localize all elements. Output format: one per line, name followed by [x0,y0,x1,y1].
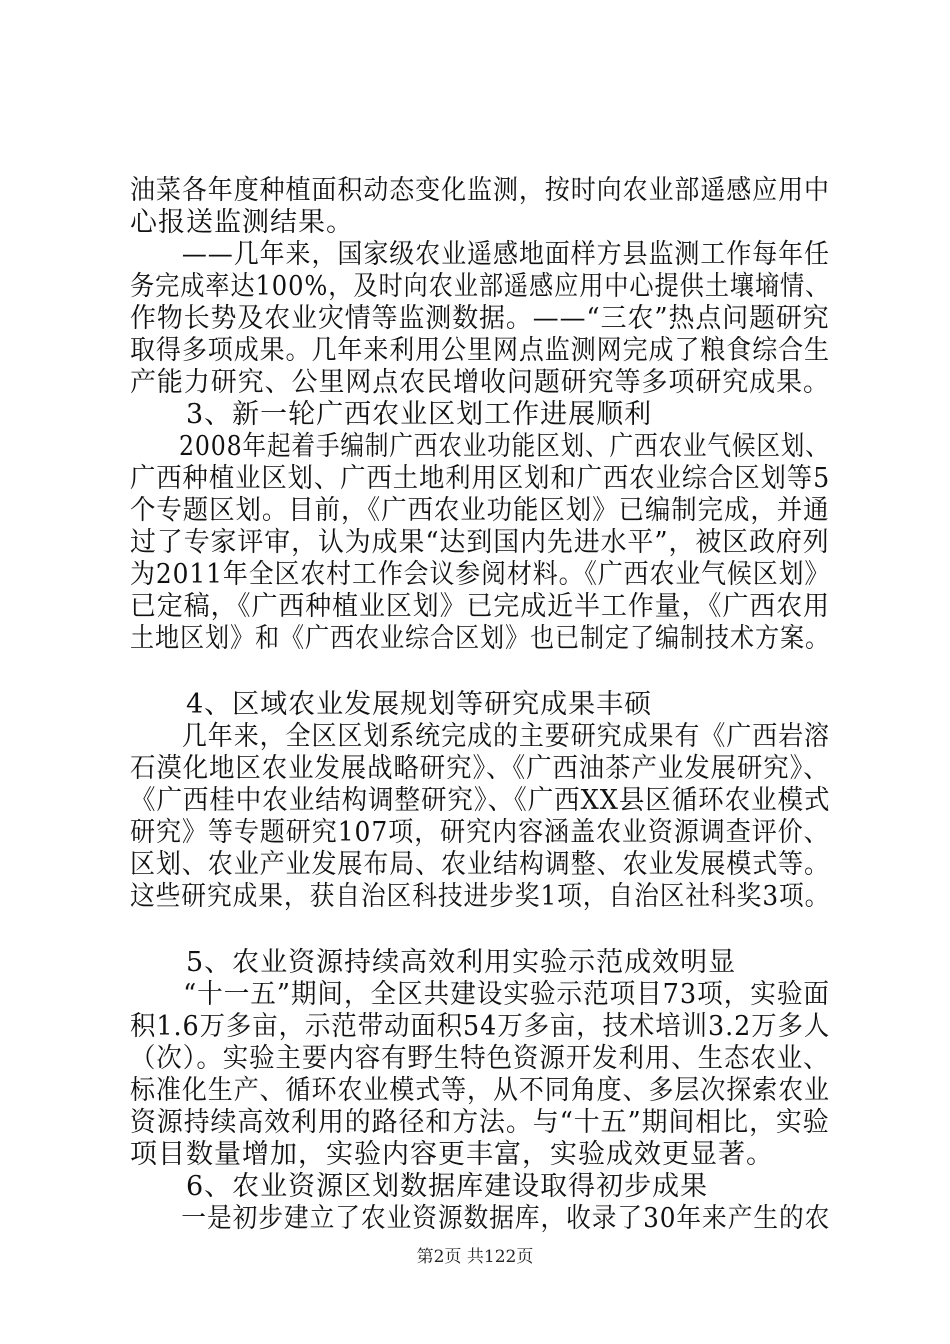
text-line: 积1.6万多亩，示范带动面积54万多亩，技术培训3.2万多人 [130,1011,831,1042]
text-line: 过了专家评审，认为成果“达到国内先进水平”，被区政府列 [130,527,830,558]
text-line: ——几年来，国家级农业遥感地面样方县监测工作每年任 [130,239,830,270]
text-line: 个专题区划。目前，《广西农业功能区划》已编制完成，并通 [130,495,830,526]
section-heading: 6、农业资源区划数据库建设取得初步成果 [130,1171,709,1202]
section-heading: 5、农业资源持续高效利用实验示范成效明显 [130,947,737,978]
text-line: 区划、农业产业发展布局、农业结构调整、农业发展模式等。 [130,849,830,880]
text-line: 心报送监测结果。 [130,207,354,238]
text-line: 务完成率达100%，及时向农业部遥感应用中心提供土壤墒情、 [130,271,831,302]
text-line: 一是初步建立了农业资源数据库，收录了30年来产生的农 [130,1203,831,1234]
text-line: 广西种植业区划、广西土地利用区划和广西农业综合区划等5 [130,463,831,494]
text-line: “十一五”期间，全区共建设实验示范项目73项，实验面 [130,979,830,1010]
text-line: 油菜各年度种植面积动态变化监测，按时向农业部遥感应用中 [130,175,830,206]
text-line: 项目数量增加，实验内容更丰富，实验成效更显著。 [130,1139,774,1170]
section-heading: 4、区域农业发展规划等研究成果丰硕 [130,689,653,720]
text-line: 产能力研究、公里网点农民增收问题研究等多项研究成果。 [130,367,830,398]
text-line: 2008年起着手编制广西农业功能区划、广西农业气候区划、 [130,431,830,462]
text-line: 石漠化地区农业发展战略研究》、《广西油茶产业发展研究》、 [130,753,830,784]
text-line: 资源持续高效利用的路径和方法。与“十五”期间相比，实验 [130,1107,830,1138]
text-line: 研究》等专题研究107项，研究内容涵盖农业资源调查评价、 [130,817,830,848]
text-line: 已定稿，《广西种植业区划》已完成近半工作量，《广西农用 [130,591,830,622]
text-line: 标准化生产、循环农业模式等，从不同角度、多层次探索农业 [130,1075,830,1106]
text-line: 几年来，全区区划系统完成的主要研究成果有《广西岩溶 [130,721,830,752]
text-line: 为2011年全区农村工作会议参阅材料。《广西农业气候区划》 [130,559,831,590]
text-line: 这些研究成果，获自治区科技进步奖1项，自治区社科奖3项。 [130,881,831,912]
text-line: （次）。实验主要内容有野生特色资源开发利用、生态农业、 [130,1043,830,1074]
text-line: 《广西桂中农业结构调整研究》、《广西XX县区循环农业模式 [130,785,831,816]
text-line: 土地区划》和《广西农业综合区划》也已制定了编制技术方案。 [130,623,831,654]
text-line: 作物长势及农业灾情等监测数据。——“三农”热点问题研究 [130,303,830,334]
section-heading: 3、新一轮广西农业区划工作进展顺利 [130,399,653,430]
page-footer: 第2页 共122页 [416,1247,534,1267]
text-line: 取得多项成果。几年来利用公里网点监测网完成了粮食综合生 [130,335,830,366]
